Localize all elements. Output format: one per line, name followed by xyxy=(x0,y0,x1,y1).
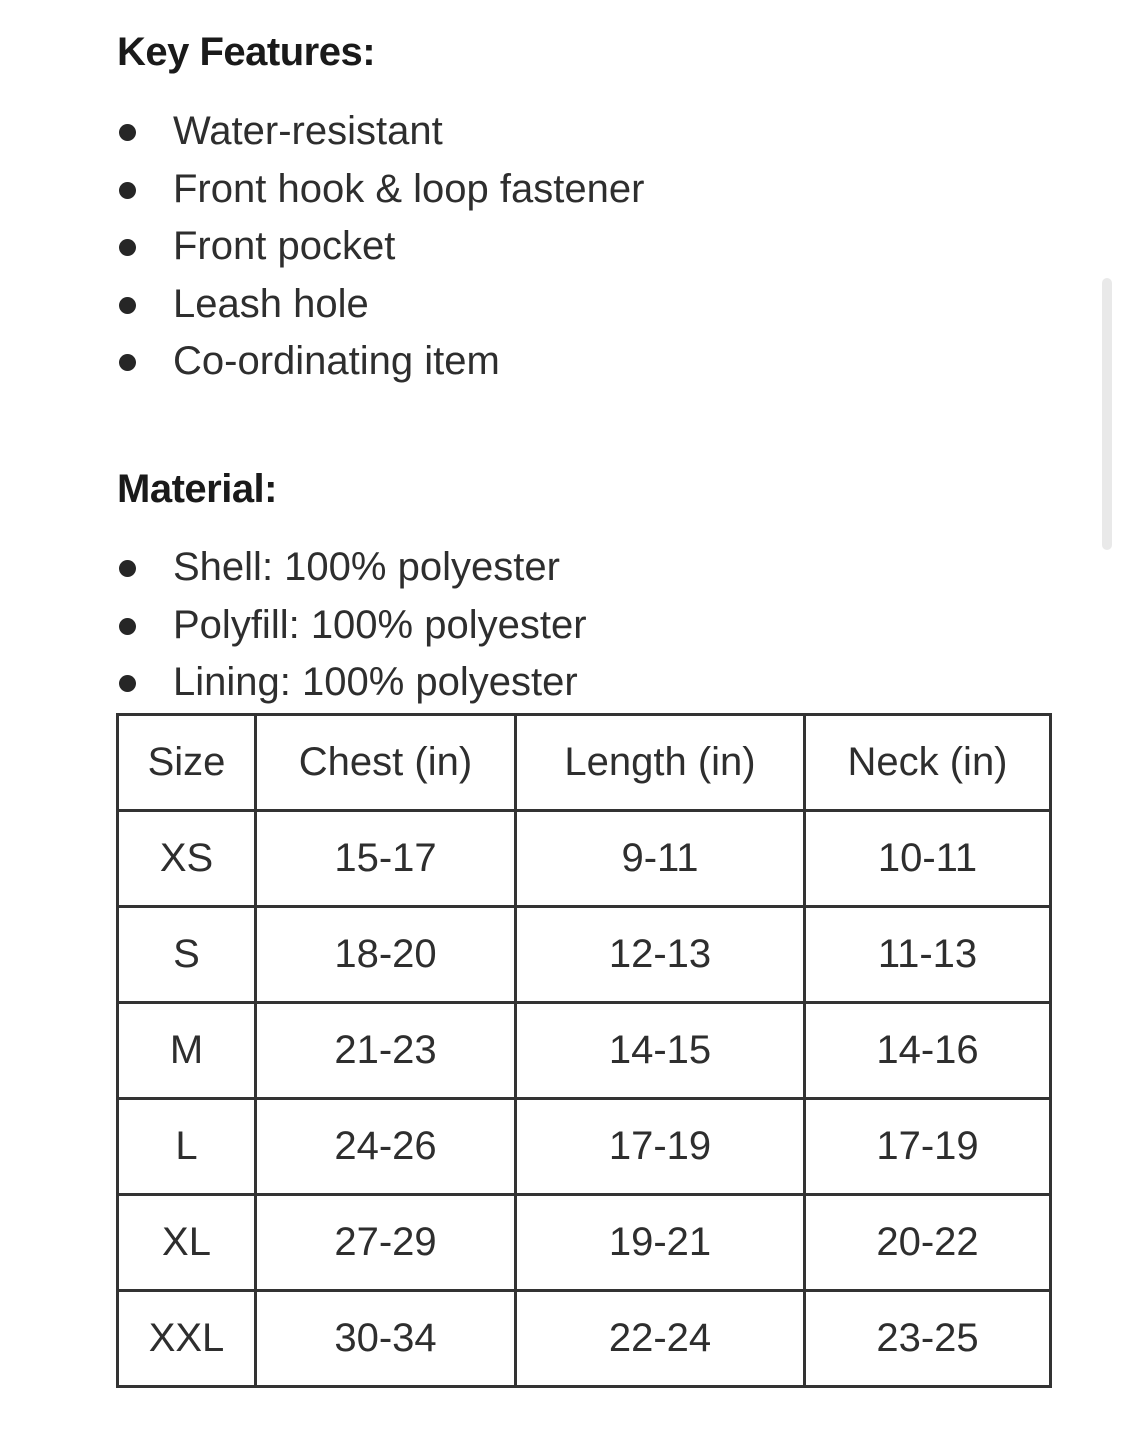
neck-cell: 11-13 xyxy=(805,907,1051,1003)
material-list xyxy=(117,539,587,712)
column-header-neck: Neck (in) xyxy=(805,715,1051,811)
bullet-icon xyxy=(119,354,136,371)
column-header-size: Size xyxy=(118,715,256,811)
feature-item: Front pocket xyxy=(117,218,644,276)
size-cell: M xyxy=(118,1003,256,1099)
column-header-chest: Chest (in) xyxy=(256,715,516,811)
material-item: Lining: 100% polyester xyxy=(117,654,587,712)
length-cell: 9-11 xyxy=(516,811,805,907)
chest-cell: 24-26 xyxy=(256,1099,516,1195)
chest-cell: 18-20 xyxy=(256,907,516,1003)
table-row xyxy=(118,811,1051,907)
size-chart-table xyxy=(116,713,1052,1388)
table-row xyxy=(118,1291,1051,1387)
neck-cell: 14-16 xyxy=(805,1003,1051,1099)
chest-cell: 21-23 xyxy=(256,1003,516,1099)
neck-cell: 10-11 xyxy=(805,811,1051,907)
length-cell: 22-24 xyxy=(516,1291,805,1387)
column-header-length: Length (in) xyxy=(516,715,805,811)
bullet-icon xyxy=(119,297,136,314)
bullet-icon xyxy=(119,675,136,692)
chest-cell: 30-34 xyxy=(256,1291,516,1387)
neck-cell: 23-25 xyxy=(805,1291,1051,1387)
length-cell: 17-19 xyxy=(516,1099,805,1195)
size-cell: L xyxy=(118,1099,256,1195)
length-cell: 14-15 xyxy=(516,1003,805,1099)
bullet-icon xyxy=(119,618,136,635)
feature-item: Water-resistant xyxy=(117,103,644,161)
length-cell: 12-13 xyxy=(516,907,805,1003)
feature-item: Co-ordinating item xyxy=(117,333,644,391)
key-features-list xyxy=(117,103,644,391)
vertical-scrollbar[interactable] xyxy=(1102,278,1112,550)
size-cell: XS xyxy=(118,811,256,907)
bullet-icon xyxy=(119,182,136,199)
material-item: Shell: 100% polyester xyxy=(117,539,587,597)
key-features-heading: Key Features: xyxy=(117,30,376,74)
table-row xyxy=(118,1099,1051,1195)
size-cell: XL xyxy=(118,1195,256,1291)
bullet-icon xyxy=(119,124,136,141)
neck-cell: 17-19 xyxy=(805,1099,1051,1195)
table-header-row xyxy=(118,715,1051,811)
feature-item: Front hook & loop fastener xyxy=(117,161,644,219)
table-row xyxy=(118,907,1051,1003)
chest-cell: 27-29 xyxy=(256,1195,516,1291)
neck-cell: 20-22 xyxy=(805,1195,1051,1291)
table-row xyxy=(118,1003,1051,1099)
table-row xyxy=(118,1195,1051,1291)
bullet-icon xyxy=(119,239,136,256)
material-item: Polyfill: 100% polyester xyxy=(117,597,587,655)
size-cell: XXL xyxy=(118,1291,256,1387)
size-cell: S xyxy=(118,907,256,1003)
feature-item: Leash hole xyxy=(117,276,644,334)
material-heading: Material: xyxy=(117,467,277,511)
chest-cell: 15-17 xyxy=(256,811,516,907)
length-cell: 19-21 xyxy=(516,1195,805,1291)
bullet-icon xyxy=(119,560,136,577)
